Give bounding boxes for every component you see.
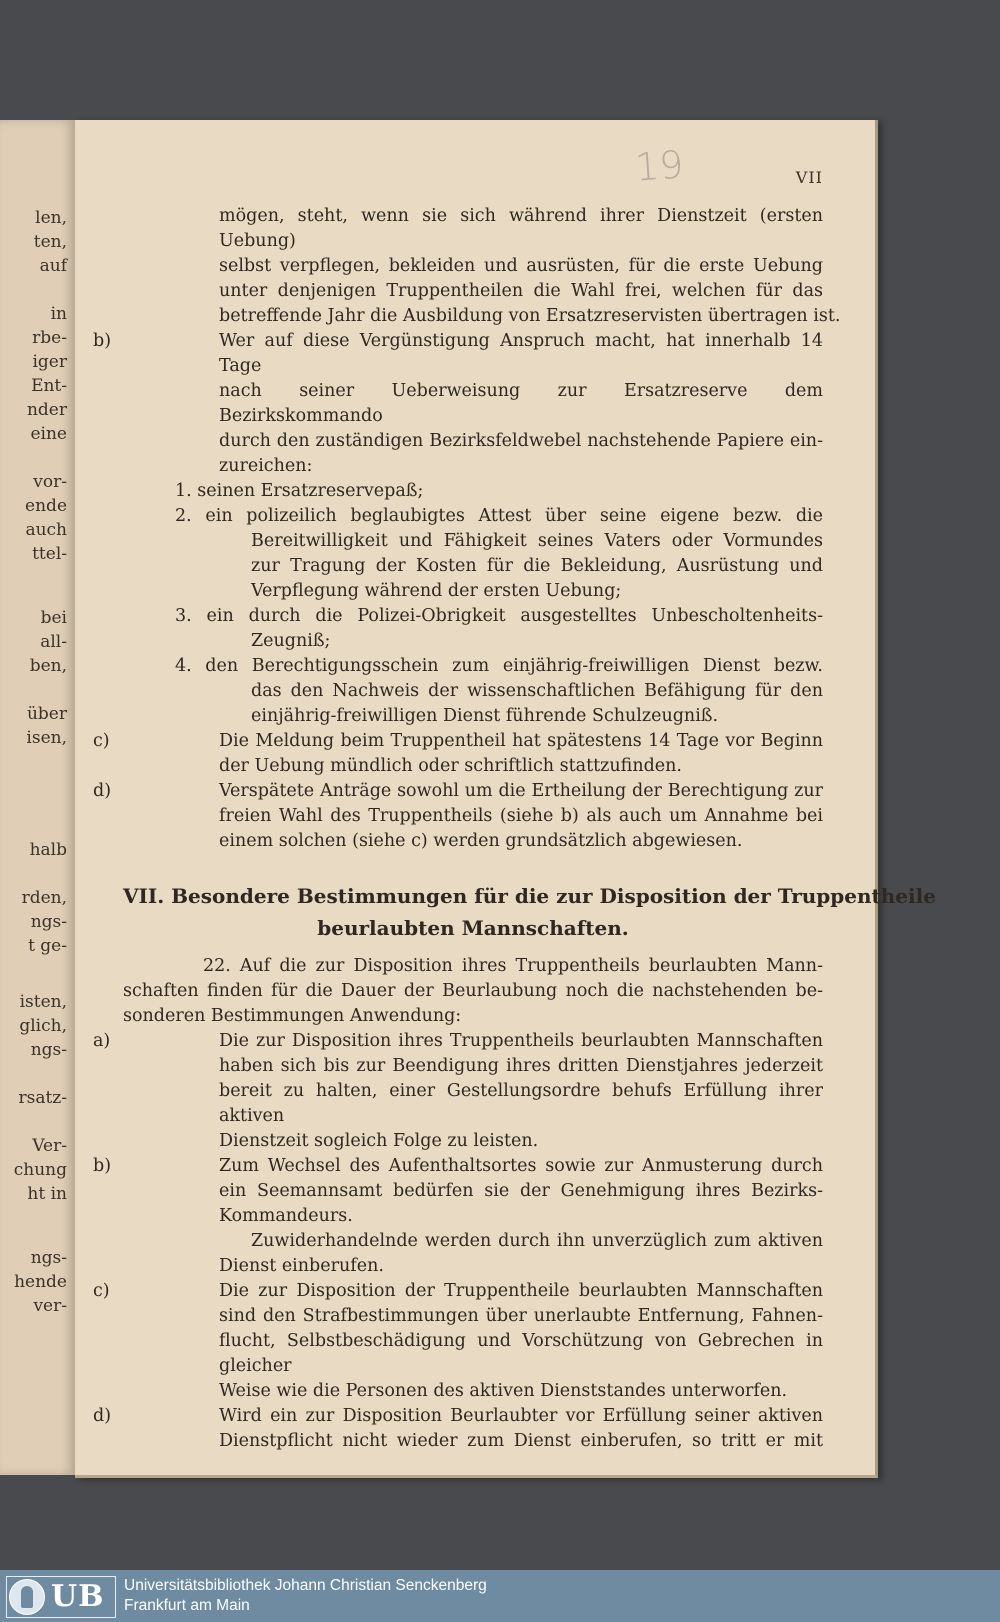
- item-b: [93, 329, 823, 479]
- continued-line: unter denjenigen Truppentheilen die Wahl frei, welchen für das: [219, 281, 823, 301]
- paragraph-22-line: schaften finden für die Dauer der Beurlaubung noch die nachstehenden be-: [123, 981, 823, 1001]
- item-d-marker: d): [93, 781, 112, 801]
- left-page-fragment: all-: [40, 632, 67, 652]
- subitem-line: Dienstpflicht nicht wieder zum Dienst einberufen, so tritt er mit: [219, 1431, 823, 1451]
- subitem-line: sind den Strafbestimmungen über unerlaubte Entfernung, Fahnen-: [219, 1306, 823, 1326]
- list-item-line: 4. den Berechtigungsschein zum einjährig-freiwilligen Dienst bezw.: [175, 656, 823, 676]
- left-page-fragment: rden,: [21, 888, 67, 908]
- left-page-fragment: halb: [29, 840, 67, 860]
- subitem-line: Kommandeurs.: [219, 1206, 353, 1226]
- subitem-line: Die zur Disposition ihres Truppentheils beurlaubten Mannschaften: [219, 1031, 823, 1051]
- left-page-fragment: glich,: [19, 1016, 67, 1036]
- left-page-fragment: vor-: [33, 472, 67, 492]
- left-page-fragment: ngs-: [30, 912, 67, 932]
- subitem-line: Zuwiderhandelnde werden durch ihn unverzüglich zum aktiven: [251, 1231, 823, 1251]
- item-b-line: zureichen:: [219, 456, 313, 476]
- left-page-fragment: ngs-: [30, 1248, 67, 1268]
- subitem-a: [93, 1029, 823, 1154]
- item-b-marker: b): [93, 331, 112, 351]
- left-page-fragment: auch: [25, 520, 67, 540]
- left-page-fragment: ttel-: [32, 544, 67, 564]
- continued-line: betreffende Jahr die Ausbildung von Ersatzreservisten übertragen ist.: [219, 306, 841, 326]
- pencil-folio-mark: 19: [633, 142, 685, 190]
- page-text: [93, 204, 936, 1454]
- subitem-marker: c): [93, 1281, 110, 1301]
- subitem-line: haben sich bis zur Beendigung ihres dritten Dienstjahres jederzeit: [219, 1056, 823, 1076]
- list-item-line: 3. ein durch die Polizei-Obrigkeit ausgestelltes Unbescholtenheits-: [175, 606, 823, 626]
- left-page-fragment: Ent-: [31, 376, 67, 396]
- left-page-fragment: ngs-: [30, 1040, 67, 1060]
- library-logo: [6, 1576, 116, 1618]
- subitem-line: bereit zu halten, einer Gestellungsordre behufs Erfüllung ihrer aktiven: [219, 1081, 823, 1126]
- page-number: VII: [795, 168, 823, 187]
- item-d-line: freien Wahl des Truppentheils (siehe b) als auch um Annahme bei: [219, 806, 823, 826]
- subitem-line: Dienstzeit sogleich Folge zu leisten.: [219, 1131, 539, 1151]
- left-page-fragment: hende: [14, 1272, 67, 1292]
- left-page-fragment: isen,: [26, 728, 67, 748]
- left-page-fragment: bei: [40, 608, 67, 628]
- item-b-list: [123, 479, 823, 729]
- subitem-line: Wird ein zur Disposition Beurlaubter vor Erfüllung seiner aktiven: [219, 1406, 823, 1426]
- list-item-line: das den Nachweis der wissenschaftlichen Befähigung für den: [251, 681, 823, 701]
- section-heading-line-1: VII. Besondere Bestimmungen für die zur Disposition der Truppentheile: [123, 884, 936, 908]
- left-page-edge: [0, 120, 77, 1475]
- subitem-line: Dienst einberufen.: [219, 1256, 384, 1276]
- library-name-line-1: Universitätsbibliothek Johann Christian Senckenberg: [124, 1577, 487, 1594]
- left-page-fragment: in: [50, 304, 67, 324]
- paragraph-22-line: 22. Auf die zur Disposition ihres Truppentheils beurlaubten Mann-: [203, 956, 823, 976]
- left-page-fragment: len,: [35, 208, 67, 228]
- list-item-line: zur Tragung der Kosten für die Bekleidung, Ausrüstung und: [251, 556, 823, 576]
- item-d-line: einem solchen (siehe c) werden grundsätzlich abgewiesen.: [219, 831, 743, 851]
- item-c: [93, 729, 823, 779]
- left-page-fragment: nder: [26, 400, 67, 420]
- left-page-fragment: eine: [30, 424, 67, 444]
- list-item-line: 2. ein polizeilich beglaubigtes Attest über seine eigene bezw. die: [175, 506, 823, 526]
- library-footer: [0, 1570, 1000, 1622]
- item-d: [93, 779, 823, 854]
- item-b-line: Wer auf diese Vergünstigung Anspruch macht, hat innerhalb 14 Tage: [219, 331, 823, 376]
- item-c-line: Die Meldung beim Truppentheil hat spätestens 14 Tage vor Beginn: [219, 731, 823, 751]
- left-page-fragment: iger: [32, 352, 67, 372]
- left-page-fragment: ende: [25, 496, 67, 516]
- list-item-line: einjährig-freiwilligen Dienst führende Schulzeugniß.: [251, 706, 719, 726]
- subitem-marker: d): [93, 1406, 112, 1426]
- list-item: [123, 479, 823, 504]
- subitem-marker: b): [93, 1156, 112, 1176]
- document-page: [75, 120, 936, 1478]
- continued-line: selbst verpflegen, bekleiden und ausrüsten, für die erste Uebung: [219, 256, 823, 276]
- paragraph-22-items: [93, 1029, 823, 1454]
- left-page-fragment: ht in: [27, 1184, 67, 1204]
- list-item: [123, 654, 823, 729]
- subitem-c: [93, 1279, 823, 1404]
- section-heading-line-2: beurlaubten Mannschaften.: [317, 916, 629, 940]
- left-page-fragment: Ver-: [32, 1136, 67, 1156]
- left-page-fragment: t ge-: [28, 936, 67, 956]
- subitem-d: [93, 1404, 823, 1454]
- left-page-fragment: chung: [13, 1160, 67, 1180]
- item-b-line: nach seiner Ueberweisung zur Ersatzreserve dem Bezirkskommando: [219, 381, 823, 426]
- left-page-fragment: auf: [39, 256, 67, 276]
- library-name: [124, 1576, 487, 1616]
- left-page-fragment: ten,: [33, 232, 67, 252]
- continued-line: mögen, steht, wenn sie sich während ihrer Dienstzeit (ersten Uebung): [219, 206, 823, 251]
- subitem-marker: a): [93, 1031, 111, 1051]
- left-page-fragment: rsatz-: [18, 1088, 67, 1108]
- list-item: [123, 604, 823, 654]
- list-item-line: Bereitwilligkeit und Fähigkeit seines Vaters oder Vormundes: [251, 531, 823, 551]
- subitem-line: Zum Wechsel des Aufenthaltsortes sowie zur Anmusterung durch: [219, 1156, 823, 1176]
- subitem-b: [93, 1154, 823, 1279]
- item-b-line: durch den zuständigen Bezirksfeldwebel nachstehende Papiere ein-: [219, 431, 823, 451]
- paragraph-22-line: sonderen Bestimmungen Anwendung:: [123, 1006, 462, 1026]
- list-item-line: Zeugniß;: [251, 631, 331, 651]
- left-page-fragment: isten,: [19, 992, 67, 1012]
- left-page-fragment: ben,: [29, 656, 67, 676]
- list-item-line: 1. seinen Ersatzreservepaß;: [175, 481, 424, 501]
- left-page-fragment: ver-: [33, 1296, 67, 1316]
- list-item: [123, 504, 823, 604]
- item-c-line: der Uebung mündlich oder schriftlich stattzufinden.: [219, 756, 682, 776]
- library-seal-icon: [9, 1579, 45, 1615]
- paragraph-22: [123, 954, 823, 1029]
- continued-paragraph: [123, 204, 841, 329]
- library-name-line-2: Frankfurt am Main: [124, 1597, 250, 1614]
- left-page-fragment: rbe-: [32, 328, 67, 348]
- subitem-line: ein Seemannsamt bedürfen sie der Genehmigung ihres Bezirks-: [219, 1181, 823, 1201]
- list-item-line: Verpflegung während der ersten Uebung;: [251, 581, 622, 601]
- item-c-marker: c): [93, 731, 110, 751]
- library-logo-text: UB: [51, 1579, 105, 1614]
- section-heading: [123, 880, 936, 944]
- subitem-line: flucht, Selbstbeschädigung und Vorschützung von Gebrechen in gleicher: [219, 1331, 823, 1376]
- subitem-line: Weise wie die Personen des aktiven Dienststandes unterworfen.: [219, 1381, 788, 1401]
- left-page-fragment: über: [26, 704, 67, 724]
- subitem-line: Die zur Disposition der Truppentheile beurlaubten Mannschaften: [219, 1281, 823, 1301]
- item-d-line: Verspätete Anträge sowohl um die Ertheilung der Berechtigung zur: [219, 781, 823, 801]
